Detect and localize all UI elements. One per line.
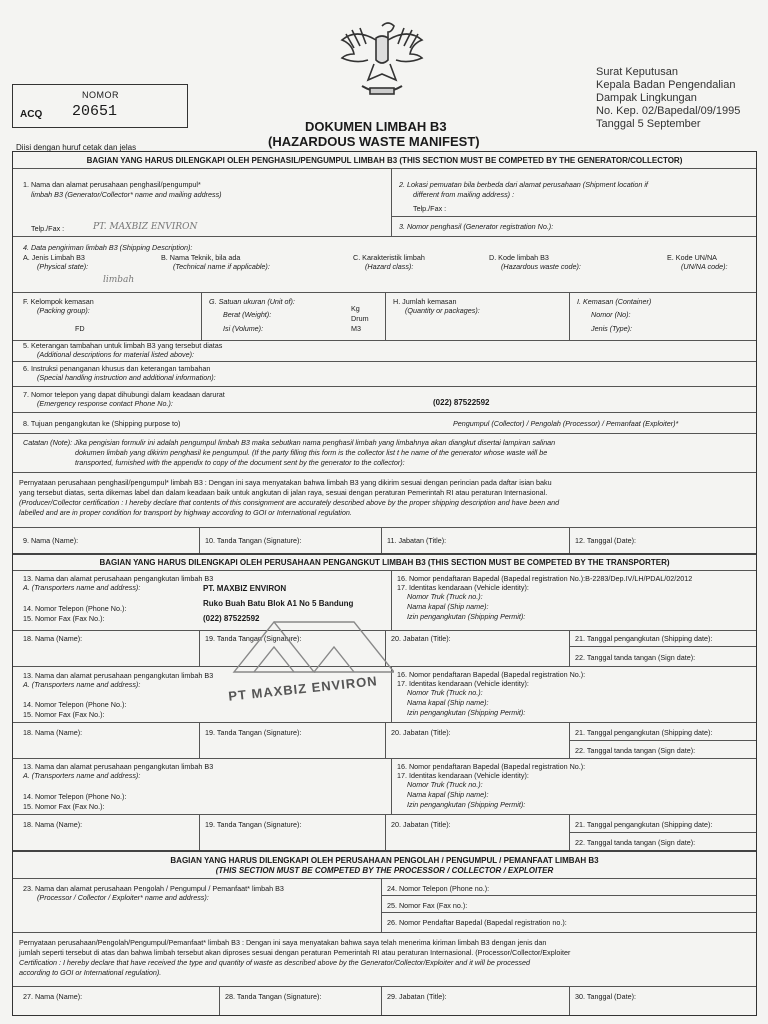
- field-4d: D. Kode limbah B3: [489, 253, 549, 262]
- field-16: 16. Nomor pendaftaran Bapedal (Bapedal registration No.):: [397, 762, 586, 771]
- field-g: G. Satuan ukuran (Unit of):: [209, 297, 295, 306]
- field-19: 19. Tanda Tangan (Signature):: [205, 634, 302, 643]
- company-stamp-text: PT MAXBIZ ENVIRON: [227, 673, 379, 704]
- field-21: 21. Tanggal pengangkutan (Shipping date):: [575, 634, 713, 643]
- field-f: F. Kelompok kemasan: [23, 297, 94, 306]
- field-4a: A. Jenis Limbah B3: [23, 253, 85, 262]
- page-title: DOKUMEN LIMBAH B3: [305, 119, 447, 134]
- field-g-isi: Isi (Volume):: [223, 324, 264, 333]
- field-22: 22. Tanggal tanda tangan (Sign date):: [575, 838, 696, 847]
- field-23: 23. Nama dan alamat perusahaan Pengolah / Pengumpul / Pemanfaat* limbah B3: [23, 884, 284, 893]
- field-17: 17. Identitas kendaraan (Vehicle identity):: [397, 771, 529, 780]
- field-30: 30. Tanggal (Date):: [575, 992, 636, 1001]
- unit-drum: Drum: [351, 314, 369, 323]
- field-i-nomor: Nomor (No):: [591, 310, 631, 319]
- field-4b: B. Nama Teknik, bila ada: [161, 253, 241, 262]
- field-15: 15. Nomor Fax (Fax No.):: [23, 802, 105, 811]
- note-line: Catatan (Note): Jika pengisian formulir ini adalah pengumpul limbah B3 maka sebutkan nama penghasil limbah yang limbahnya akan diangkut disertai lampiran salinan: [23, 438, 556, 447]
- telp-fax-label: Telp./Fax :: [31, 224, 65, 233]
- field-18: 18. Nama (Name):: [23, 728, 83, 737]
- field-1-label-en: limbah B3 (Generator/Collector* name and mailing address): [31, 190, 222, 199]
- shipping-permit: Izin pengangkutan (Shipping Permit):: [407, 612, 526, 621]
- field-13-en: A. (Transporters name and address):: [23, 771, 141, 780]
- shipping-permit: Izin pengangkutan (Shipping Permit):: [407, 800, 526, 809]
- manifest-form: [12, 151, 757, 1016]
- field-20: 20. Jabatan (Title):: [391, 820, 451, 829]
- page-subtitle: (HAZARDOUS WASTE MANIFEST): [268, 134, 480, 149]
- field-11: 11. Jabatan (Title):: [387, 536, 447, 545]
- statement-line: labelled and are in proper condition for transport by highway according to GOI or International regulation.: [19, 508, 352, 517]
- processor-statement-line: Pernyataan perusahaan/Pengolah/Pengumpul/Pemanfaat* limbah B3 : Dengan ini saya menyatakan bahwa saya telah menerima kiriman limbah B3 dengan jenis dan: [19, 938, 547, 947]
- field-i: I. Kemasan (Container): [577, 297, 652, 306]
- field-22: 22. Tanggal tanda tangan (Sign date):: [575, 653, 696, 662]
- handwritten-limbah: limbah: [103, 275, 135, 285]
- field-13-en: A. (Transporters name and address):: [23, 680, 141, 689]
- field-9: 9. Nama (Name):: [23, 536, 79, 545]
- generator-section-heading: BAGIAN YANG HARUS DILENGKAPI OLEH PENGHASIL/PENGUMPUL LIMBAH B3 (THIS SECTION MUST BE COMPETED BY THE GENERATOR/COLLECTOR): [86, 156, 683, 165]
- field-13: 13. Nama dan alamat perusahaan pengangkutan limbah B3: [23, 574, 214, 583]
- note-line: transported, furnished with the appendix to copy of the document sent by the generator to the collector):: [75, 458, 405, 467]
- field-12: 12. Tanggal (Date):: [575, 536, 636, 545]
- field-2-label-en: different from mailing address) :: [413, 190, 515, 199]
- field-3-label: 3. Nomor penghasil (Generator registration No.):: [399, 222, 554, 231]
- field-29: 29. Jabatan (Title):: [387, 992, 447, 1001]
- unit-kg: Kg: [351, 304, 360, 313]
- statement-line: yang tersebut diatas, serta dikemas label dan dalam keadaan baik untuk angkutan di jalan raya, sesuai dengan peraturan Pemerintah RI atau peraturan Internasional.: [19, 488, 548, 497]
- decree-line: Dampak Lingkungan: [596, 92, 697, 104]
- field-10: 10. Tanda Tangan (Signature):: [205, 536, 302, 545]
- field-6-en: (Special handling instruction and additional information):: [37, 373, 216, 382]
- decree-line: Tanggal 5 September: [596, 118, 701, 130]
- field-28: 28. Tanda Tangan (Signature):: [225, 992, 322, 1001]
- field-22: 22. Tanggal tanda tangan (Sign date):: [575, 746, 696, 755]
- field-6: 6. Instruksi penanganan khusus dan keterangan tambahan: [23, 364, 211, 373]
- field-2-telp: Telp./Fax :: [413, 204, 447, 213]
- decree-reference: [596, 66, 740, 131]
- field-f-en: (Packing group):: [37, 306, 90, 315]
- note-line: dokumen limbah yang dikirim penghasil ke pengumpul. (If the party filling this form is the collector list t he name of the generator whose waste will be: [75, 448, 548, 457]
- field-13-en: A. (Transporters name and address):: [23, 583, 141, 592]
- field-5: 5. Keterangan tambahan untuk limbah B3 yang tersebut diatas: [23, 341, 223, 350]
- statement-line: (Producer/Collector certification : I hereby declare that contents of this consignment are accurately described above by the proper shipping description and have been and: [19, 498, 560, 507]
- field-16: 16. Nomor pendaftaran Bapedal (Bapedal registration No.):B-2283/Dep.IV/LH/PDAL/02/2012: [397, 574, 693, 583]
- field-1-label: 1. Nama dan alamat perusahaan penghasil/pengumpul*: [23, 180, 201, 189]
- field-24: 24. Nomor Telepon (Phone no.):: [387, 884, 490, 893]
- field-21: 21. Tanggal pengangkutan (Shipping date):: [575, 820, 713, 829]
- transporter-company: PT. MAXBIZ ENVIRON: [203, 584, 287, 593]
- field-20: 20. Jabatan (Title):: [391, 634, 451, 643]
- field-26: 26. Nomor Pendaftar Bapedal (Bapedal registration no.):: [387, 918, 567, 927]
- field-17: 17. Identitas kendaraan (Vehicle identity):: [397, 679, 529, 688]
- decree-line: Kepala Badan Pengendalian: [596, 79, 736, 91]
- field-5-en: (Additional descriptions for material listed above):: [37, 350, 195, 359]
- nomor-label: NOMOR: [82, 90, 119, 100]
- field-27: 27. Nama (Name):: [23, 992, 83, 1001]
- field-4e-en: (UN/NA code):: [681, 262, 728, 271]
- field-4-label: 4. Data pengiriman limbah B3 (Shipping Description):: [23, 243, 193, 252]
- field-17: 17. Identitas kendaraan (Vehicle identity):: [397, 583, 529, 592]
- field-g-berat: Berat (Weight):: [223, 310, 272, 319]
- truck-no: Nomor Truk (Truck no.):: [407, 688, 483, 697]
- field-20: 20. Jabatan (Title):: [391, 728, 451, 737]
- processor-statement-line: Certification : I hereby declare that have received the type and quantity of waste as described above by the Generator/Collector/Exploiter and it will be processed: [19, 958, 530, 967]
- field-15: 15. Nomor Fax (Fax No.):: [23, 614, 105, 623]
- fill-instruction: Diisi dengan huruf cetak dan jelas: [16, 143, 137, 152]
- ship-name: Nama kapal (Ship name):: [407, 602, 489, 611]
- field-21: 21. Tanggal pengangkutan (Shipping date):: [575, 728, 713, 737]
- field-25: 25. Nomor Fax (Fax no.):: [387, 901, 468, 910]
- acq-label: ACQ: [20, 109, 43, 120]
- field-7: 7. Nomor telepon yang dapat dihubungi dalam keadaan darurat: [23, 390, 225, 399]
- packing-group-value: FD: [75, 324, 85, 333]
- shipping-purpose: Pengumpul (Collector) / Pengolah (Processor) / Pemanfaat (Exploiter)*: [453, 419, 679, 428]
- field-14: 14. Nomor Telepon (Phone No.):: [23, 700, 127, 709]
- handwritten-telp: PT. MAXBIZ ENVIRON: [93, 222, 198, 232]
- decree-line: Surat Keputusan: [596, 66, 678, 78]
- transporter-section-heading: BAGIAN YANG HARUS DILENGKAPI OLEH PERUSAHAAN PENGANGKUT LIMBAH B3 (THIS SECTION MUST BE COMPETED BY THE TRANSPORTER): [99, 558, 670, 567]
- field-13: 13. Nama dan alamat perusahaan pengangkutan limbah B3: [23, 762, 214, 771]
- field-19: 19. Tanda Tangan (Signature):: [205, 820, 302, 829]
- field-13: 13. Nama dan alamat perusahaan pengangkutan limbah B3: [23, 671, 214, 680]
- field-h-en: (Quantity or packages):: [405, 306, 480, 315]
- processor-section-heading-en: (THIS SECTION MUST BE COMPETED BY THE PROCESSOR / COLLECTOR / EXPLOITER: [215, 866, 554, 875]
- ship-name: Nama kapal (Ship name):: [407, 698, 489, 707]
- field-2-label: 2. Lokasi pemuatan bila berbeda dari alamat perusahaan (Shipment location if: [399, 180, 648, 189]
- field-4a-en: (Physical state):: [37, 262, 89, 271]
- field-19: 19. Tanda Tangan (Signature):: [205, 728, 302, 737]
- field-4d-en: (Hazardous waste code):: [501, 262, 581, 271]
- document-number: 20651: [72, 103, 118, 120]
- field-7-en: (Emergency response contact Phone No.):: [37, 399, 173, 408]
- field-14: 14. Nomor Telepon (Phone No.):: [23, 604, 127, 613]
- garuda-emblem-icon: [336, 16, 428, 104]
- field-8: 8. Tujuan pengangkutan ke (Shipping purpose to): [23, 419, 181, 428]
- emergency-phone: (022) 87522592: [433, 398, 490, 407]
- truck-no: Nomor Truk (Truck no.):: [407, 592, 483, 601]
- field-16: 16. Nomor pendaftaran Bapedal (Bapedal registration No.):: [397, 670, 586, 679]
- statement-line: Pernyataan perusahaan penghasil/pengumpul* limbah B3 : Dengan ini saya menyatakan bahwa limbah B3 yang dikirim sesuai dengan perincian pada daftar isian baku: [19, 478, 552, 487]
- field-18: 18. Nama (Name):: [23, 634, 83, 643]
- field-h: H. Jumlah kemasan: [393, 297, 457, 306]
- ship-name: Nama kapal (Ship name):: [407, 790, 489, 799]
- field-4b-en: (Technical name if applicable):: [173, 262, 270, 271]
- processor-statement-line: jumlah seperti tersebut di atas dan bahwa limbah tersebut akan diproses sesuai dengan peraturan Pemerintah RI atau peraturan Internasional. (Processor/Collector/Exploiter: [19, 948, 571, 957]
- processor-statement-line: according to GOI or International regulation).: [19, 968, 162, 977]
- field-15: 15. Nomor Fax (Fax No.):: [23, 710, 105, 719]
- transporter-address: Ruko Buah Batu Blok A1 No 5 Bandung: [203, 599, 354, 608]
- field-4c-en: (Hazard class):: [365, 262, 414, 271]
- truck-no: Nomor Truk (Truck no.):: [407, 780, 483, 789]
- field-4c: C. Karakteristik limbah: [353, 253, 425, 262]
- field-i-jenis: Jenis (Type):: [591, 324, 633, 333]
- field-4e: E. Kode UN/NA: [667, 253, 717, 262]
- unit-m3: M3: [351, 324, 361, 333]
- decree-line: No. Kep. 02/Bapedal/09/1995: [596, 105, 741, 117]
- field-14: 14. Nomor Telepon (Phone No.):: [23, 792, 127, 801]
- field-18: 18. Nama (Name):: [23, 820, 83, 829]
- field-23-en: (Processor / Collector / Exploiter* name and address):: [37, 893, 209, 902]
- processor-section-heading: BAGIAN YANG HARUS DILENGKAPI OLEH PERUSAHAAN PENGOLAH / PENGUMPUL / PEMANFAAT LIMBAH B3: [170, 856, 599, 865]
- transporter-phone: (022) 87522592: [203, 614, 260, 623]
- shipping-permit: Izin pengangkutan (Shipping Permit):: [407, 708, 526, 717]
